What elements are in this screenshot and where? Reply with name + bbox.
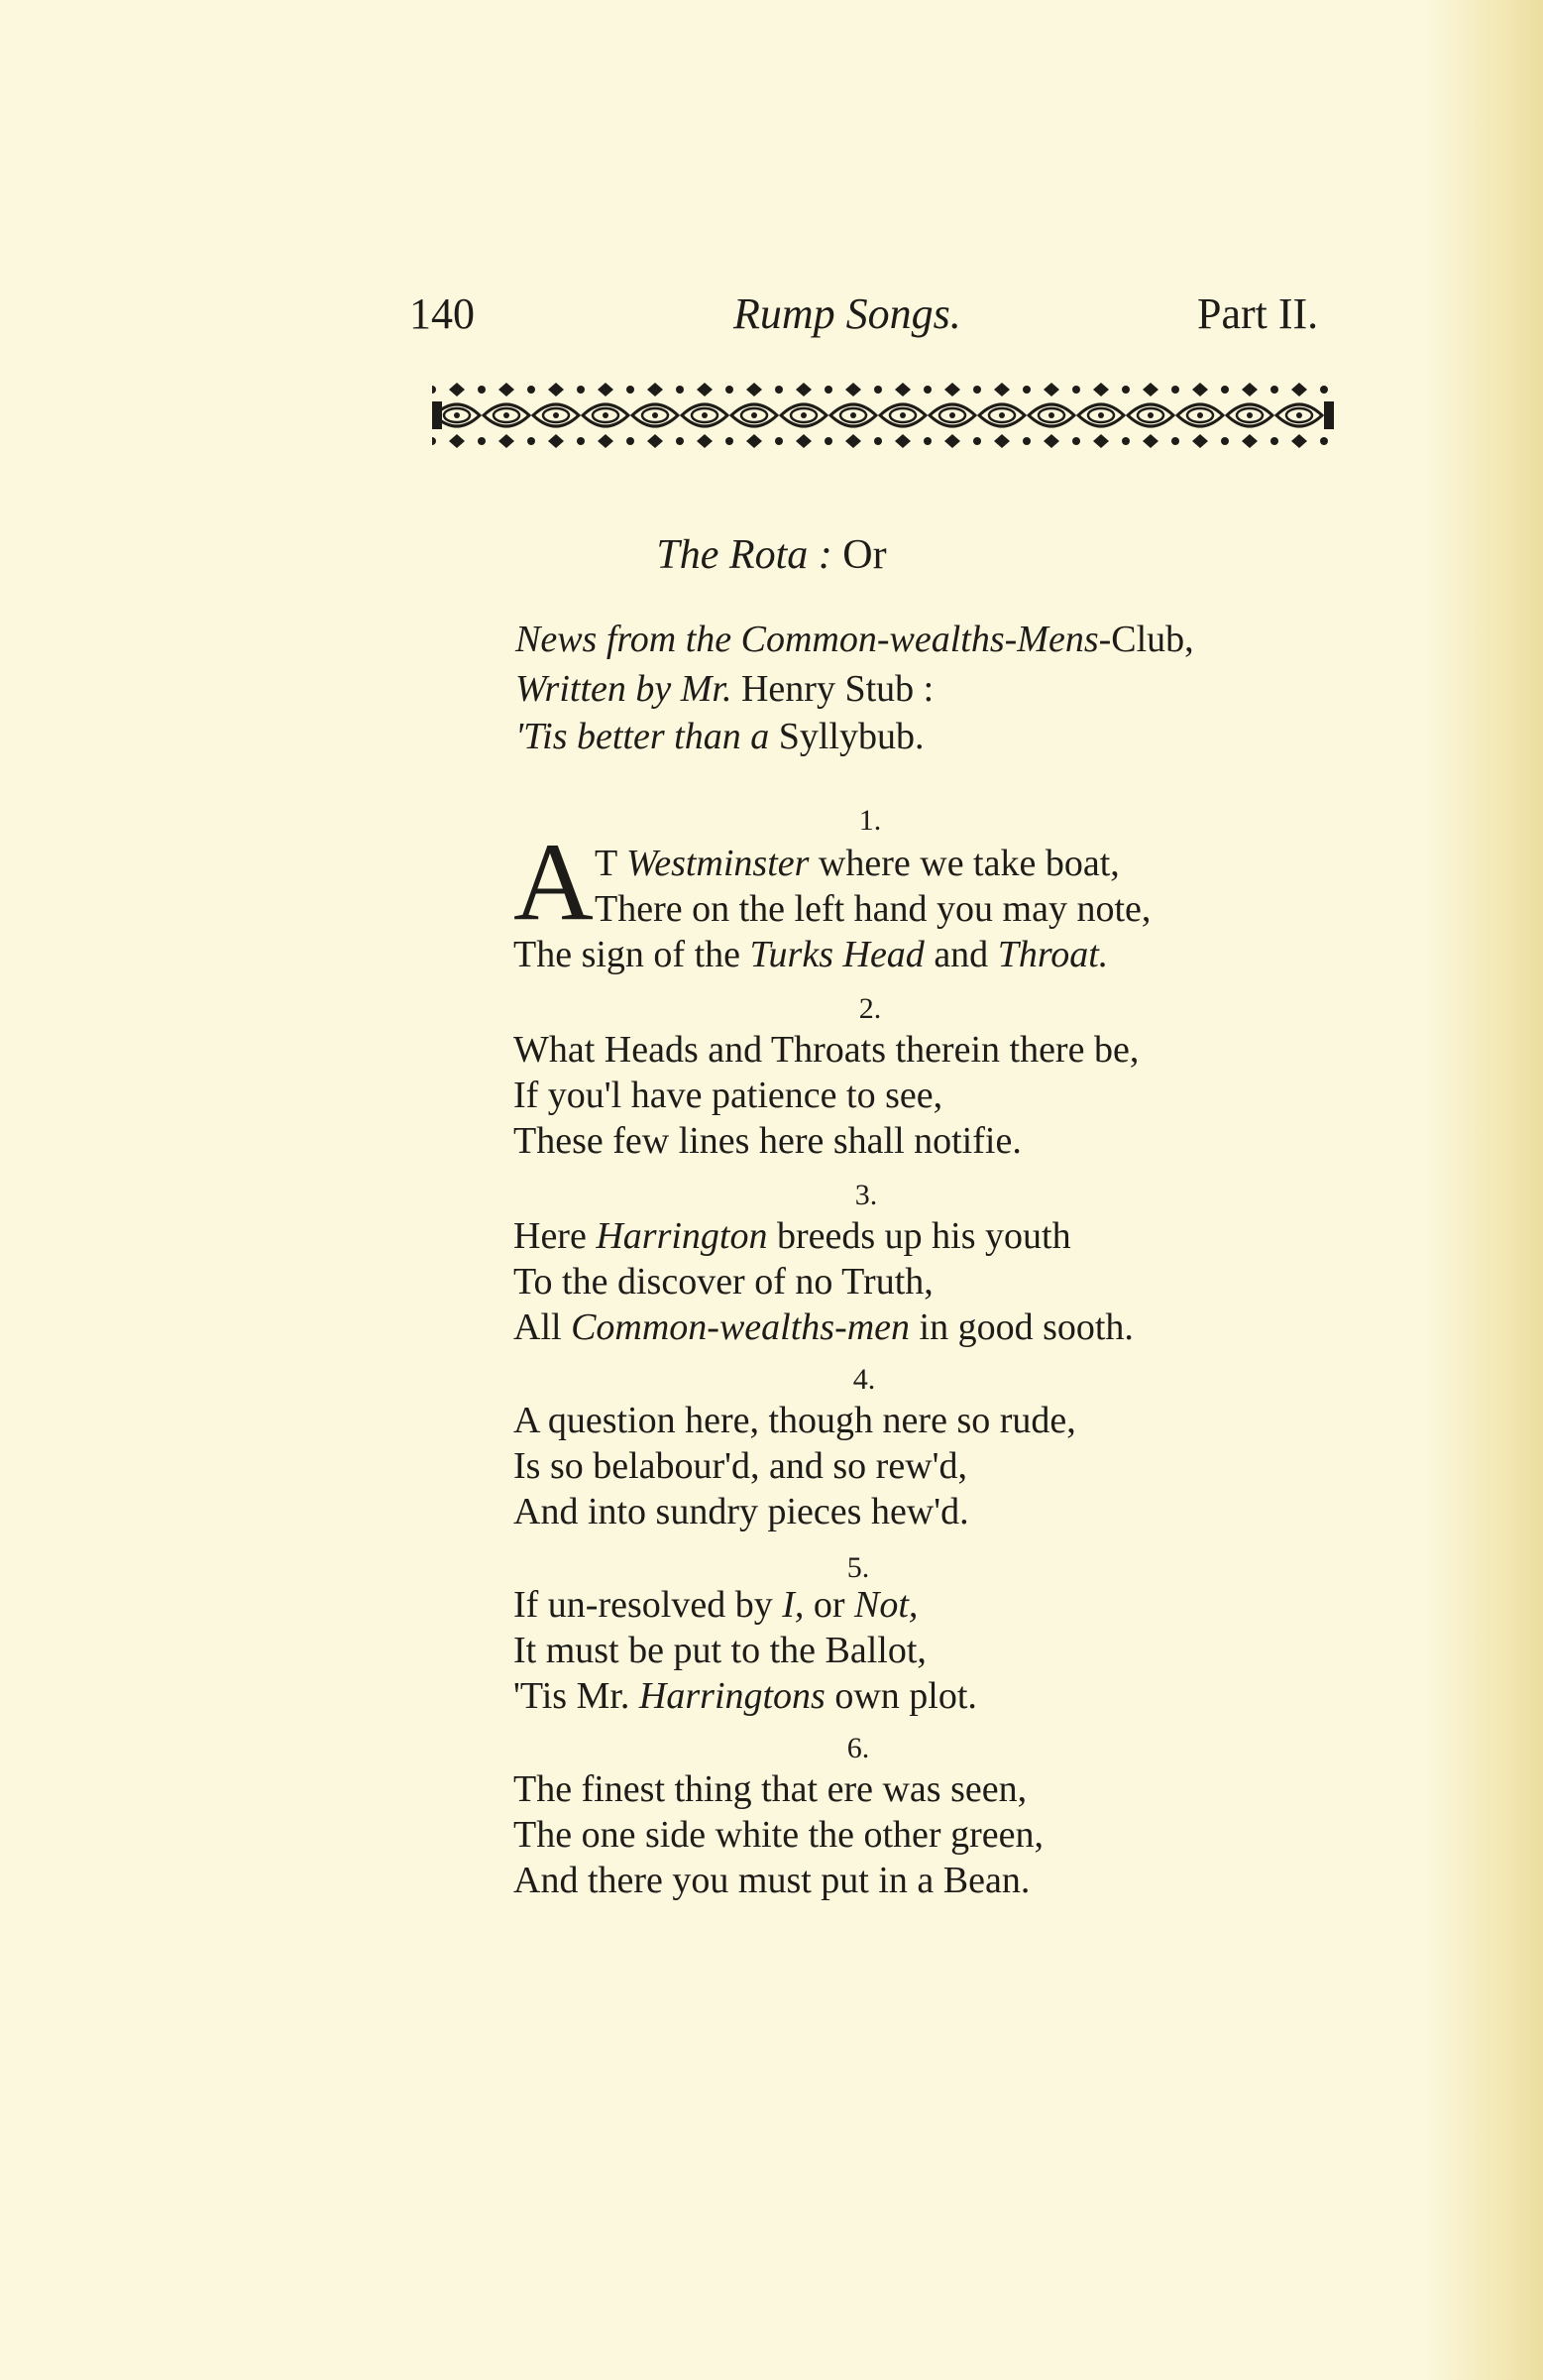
verse-line: What Heads and Throats therein there be, [513, 1029, 1140, 1071]
subtitle-line-2: Written by Mr. Henry Stub : [515, 668, 935, 710]
verse-line: If un-resolved by I, or Not, [513, 1584, 919, 1626]
stanza-number: 4. [852, 1363, 876, 1396]
verse-line: It must be put to the Ballot, [513, 1630, 927, 1671]
verse-line: To the discover of no Truth, [513, 1261, 934, 1303]
verse-line: 'Tis Mr. Harringtons own plot. [513, 1675, 977, 1717]
subtitle-line-3: 'Tis better than a Syllybub. [515, 716, 925, 757]
running-title: Rump Songs. [733, 289, 961, 338]
verse-line: These few lines here shall notifie. [513, 1120, 1022, 1162]
page-number: 140 [409, 289, 475, 338]
verse-line: The sign of the Turks Head and Throat. [513, 934, 1109, 975]
stanza-number: 1. [858, 804, 882, 837]
verse-line: The finest thing that ere was seen, [513, 1768, 1028, 1810]
stanza-number: 6. [846, 1732, 870, 1764]
verse-line: All Common-wealths-men in good sooth. [513, 1306, 1134, 1348]
stanza-number: 2. [858, 992, 882, 1025]
title-or: Or [842, 532, 887, 578]
verse-line: There on the left hand you may note, [595, 888, 1152, 930]
title-main: The Rota : [656, 532, 832, 578]
drop-cap: A [513, 821, 594, 944]
verse-line: The one side white the other green, [513, 1814, 1044, 1856]
stanza-number: 3. [854, 1179, 878, 1211]
subtitle-line-1: News from the Common-wealths-Mens-Club, [515, 619, 1194, 660]
page-edge-shadow [1424, 0, 1543, 2380]
decorative-ornament-band [432, 382, 1334, 449]
verse-line: A question here, though nere so rude, [513, 1400, 1076, 1441]
poem-title [0, 525, 1543, 585]
verse-line: Is so belabour'd, and so rew'd, [513, 1445, 967, 1487]
verse-line: And into sundry pieces hew'd. [513, 1491, 969, 1532]
verse-line: If you'l have patience to see, [513, 1075, 943, 1116]
verse-line: And there you must put in a Bean. [513, 1860, 1031, 1901]
part-label: Part II. [1197, 289, 1319, 338]
verse-line: Here Harrington breeds up his youth [513, 1215, 1071, 1257]
stanza-number: 5. [846, 1551, 870, 1584]
verse-line: T Westminster where we take boat, [595, 843, 1120, 884]
